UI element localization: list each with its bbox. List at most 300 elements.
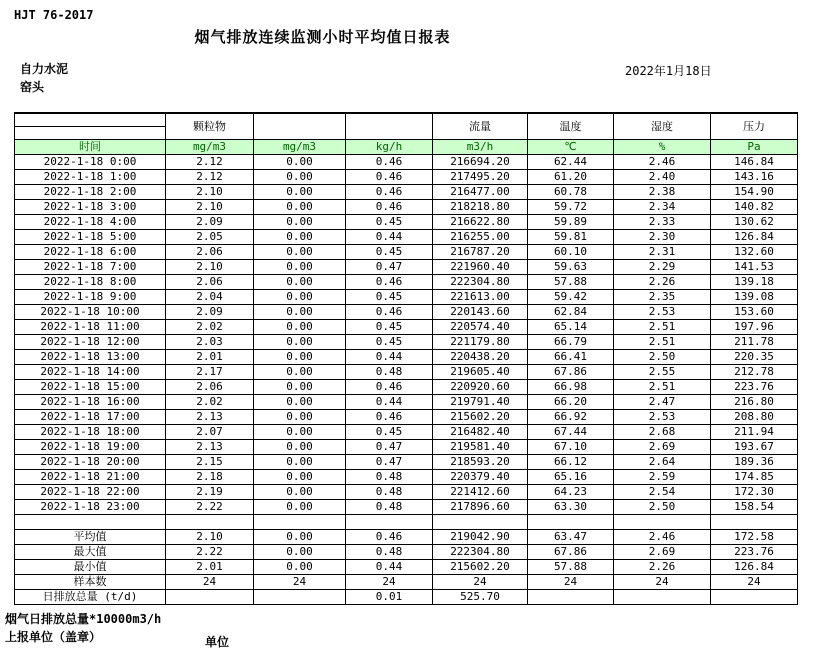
value-cell: 0.00 <box>254 485 346 500</box>
value-cell: 2.46 <box>614 530 711 545</box>
value-cell: 0.00 <box>254 230 346 245</box>
value-cell: 219605.40 <box>433 365 528 380</box>
time-cell: 2022-1-18 9:00 <box>15 290 166 305</box>
value-cell: 67.10 <box>528 440 614 455</box>
value-cell: 66.79 <box>528 335 614 350</box>
value-cell: 219581.40 <box>433 440 528 455</box>
unit-cell: mg/m3 <box>254 140 346 155</box>
table-row <box>15 200 798 215</box>
value-cell: 216255.00 <box>433 230 528 245</box>
value-cell: 24 <box>528 575 614 590</box>
time-cell: 2022-1-18 16:00 <box>15 395 166 410</box>
value-cell: 59.42 <box>528 290 614 305</box>
value-cell: 0.00 <box>254 470 346 485</box>
value-cell: 2.64 <box>614 455 711 470</box>
table-row <box>15 365 798 380</box>
value-cell: 24 <box>433 575 528 590</box>
value-cell: 219042.90 <box>433 530 528 545</box>
value-cell: 221412.60 <box>433 485 528 500</box>
value-cell: 2.26 <box>614 275 711 290</box>
report-date: 2022年1月18日 <box>625 64 712 78</box>
page-title: 烟气排放连续监测小时平均值日报表 <box>194 28 451 46</box>
value-cell: 61.20 <box>528 170 614 185</box>
value-cell: 2.07 <box>166 425 254 440</box>
value-cell: 63.47 <box>528 530 614 545</box>
value-cell: 2.06 <box>166 380 254 395</box>
value-cell: 2.10 <box>166 530 254 545</box>
value-cell: 2.02 <box>166 320 254 335</box>
value-cell: 0.44 <box>346 230 433 245</box>
value-cell: 0.46 <box>346 305 433 320</box>
value-cell <box>711 515 798 530</box>
time-cell: 2022-1-18 13:00 <box>15 350 166 365</box>
value-cell: 0.00 <box>254 350 346 365</box>
summary-label-cell: 日排放总量 (t/d) <box>15 590 166 605</box>
value-cell: 2.18 <box>166 470 254 485</box>
group-header-cell <box>346 113 433 140</box>
value-cell: 0.00 <box>254 380 346 395</box>
summary-label-cell: 样本数 <box>15 575 166 590</box>
value-cell: 0.00 <box>254 320 346 335</box>
value-cell: 2.35 <box>614 290 711 305</box>
table-row <box>15 395 798 410</box>
summary-row <box>15 530 798 545</box>
table-row <box>15 185 798 200</box>
table-row <box>15 335 798 350</box>
value-cell: 0.48 <box>346 485 433 500</box>
value-cell: 0.48 <box>346 470 433 485</box>
value-cell <box>711 590 798 605</box>
value-cell: 0.46 <box>346 185 433 200</box>
value-cell: 0.48 <box>346 545 433 560</box>
value-cell: 2.05 <box>166 230 254 245</box>
time-cell: 2022-1-18 7:00 <box>15 260 166 275</box>
value-cell: 0.00 <box>254 200 346 215</box>
summary-row <box>15 545 798 560</box>
value-cell: 0.00 <box>254 530 346 545</box>
value-cell: 219791.40 <box>433 395 528 410</box>
value-cell: 2.12 <box>166 155 254 170</box>
time-cell: 2022-1-18 8:00 <box>15 275 166 290</box>
group-header-cell <box>254 113 346 140</box>
footer-report-unit: 上报单位（盖章） <box>5 630 102 644</box>
value-cell: 67.86 <box>528 365 614 380</box>
value-cell: 2.53 <box>614 305 711 320</box>
value-cell: 0.46 <box>346 200 433 215</box>
value-cell: 66.41 <box>528 350 614 365</box>
table-row <box>15 380 798 395</box>
time-cell: 2022-1-18 3:00 <box>15 200 166 215</box>
table-row <box>15 350 798 365</box>
table-row <box>15 410 798 425</box>
value-cell: 220920.60 <box>433 380 528 395</box>
value-cell: 130.62 <box>711 215 798 230</box>
value-cell: 139.08 <box>711 290 798 305</box>
value-cell: 2.04 <box>166 290 254 305</box>
value-cell: 212.78 <box>711 365 798 380</box>
value-cell: 2.09 <box>166 305 254 320</box>
corner-cell-bottom <box>15 127 166 140</box>
time-cell: 2022-1-18 15:00 <box>15 380 166 395</box>
table-row <box>15 305 798 320</box>
value-cell: 0.00 <box>254 155 346 170</box>
value-cell: 0.00 <box>254 425 346 440</box>
table-row <box>15 290 798 305</box>
value-cell: 2.31 <box>614 245 711 260</box>
table-row <box>15 485 798 500</box>
value-cell: 0.46 <box>346 155 433 170</box>
value-cell <box>254 515 346 530</box>
value-cell <box>346 515 433 530</box>
value-cell: 66.92 <box>528 410 614 425</box>
value-cell: 0.00 <box>254 305 346 320</box>
value-cell: 0.00 <box>254 365 346 380</box>
value-cell: 132.60 <box>711 245 798 260</box>
value-cell: 0.00 <box>254 290 346 305</box>
value-cell: 0.45 <box>346 245 433 260</box>
value-cell: 146.84 <box>711 155 798 170</box>
value-cell: 216482.40 <box>433 425 528 440</box>
time-cell: 2022-1-18 18:00 <box>15 425 166 440</box>
value-cell: 154.90 <box>711 185 798 200</box>
value-cell: 0.46 <box>346 170 433 185</box>
value-cell: 216477.00 <box>433 185 528 200</box>
value-cell: 2.01 <box>166 560 254 575</box>
value-cell: 2.34 <box>614 200 711 215</box>
value-cell: 2.10 <box>166 185 254 200</box>
group-header-row <box>15 113 798 127</box>
summary-label-cell: 最小值 <box>15 560 166 575</box>
value-cell: 0.46 <box>346 530 433 545</box>
value-cell: 0.44 <box>346 560 433 575</box>
value-cell: 0.45 <box>346 335 433 350</box>
value-cell: 220438.20 <box>433 350 528 365</box>
table-row <box>15 215 798 230</box>
value-cell: 2.06 <box>166 275 254 290</box>
value-cell: 221960.40 <box>433 260 528 275</box>
value-cell: 0.48 <box>346 365 433 380</box>
value-cell: 0.00 <box>254 215 346 230</box>
value-cell: 2.69 <box>614 545 711 560</box>
value-cell: 60.78 <box>528 185 614 200</box>
value-cell: 59.63 <box>528 260 614 275</box>
value-cell: 220.35 <box>711 350 798 365</box>
value-cell: 126.84 <box>711 230 798 245</box>
table-row <box>15 245 798 260</box>
value-cell: 59.72 <box>528 200 614 215</box>
value-cell: 0.45 <box>346 320 433 335</box>
value-cell: 2.54 <box>614 485 711 500</box>
spacer-row <box>15 515 798 530</box>
value-cell: 67.44 <box>528 425 614 440</box>
value-cell: 525.70 <box>433 590 528 605</box>
footer-unit-label: 单位 <box>205 635 230 649</box>
value-cell: 0.00 <box>254 335 346 350</box>
value-cell: 0.00 <box>254 455 346 470</box>
value-cell: 2.12 <box>166 170 254 185</box>
station-name: 窑头 <box>20 80 45 94</box>
value-cell: 2.10 <box>166 200 254 215</box>
value-cell: 220574.40 <box>433 320 528 335</box>
value-cell: 0.00 <box>254 545 346 560</box>
group-header-cell: 湿度 <box>614 113 711 140</box>
unit-header-row <box>15 140 798 155</box>
value-cell: 24 <box>346 575 433 590</box>
value-cell: 67.86 <box>528 545 614 560</box>
value-cell: 197.96 <box>711 320 798 335</box>
value-cell: 0.00 <box>254 500 346 515</box>
value-cell: 2.22 <box>166 545 254 560</box>
value-cell <box>166 590 254 605</box>
value-cell <box>614 590 711 605</box>
value-cell: 2.46 <box>614 155 711 170</box>
value-cell: 24 <box>254 575 346 590</box>
summary-row <box>15 590 798 605</box>
table-row <box>15 455 798 470</box>
value-cell: 2.40 <box>614 170 711 185</box>
value-cell: 65.14 <box>528 320 614 335</box>
standard-code: HJT 76-2017 <box>14 8 94 22</box>
table-row <box>15 470 798 485</box>
table-row <box>15 155 798 170</box>
value-cell: 174.85 <box>711 470 798 485</box>
unit-cell: kg/h <box>346 140 433 155</box>
value-cell: 57.88 <box>528 560 614 575</box>
time-cell: 2022-1-18 10:00 <box>15 305 166 320</box>
value-cell: 0.00 <box>254 260 346 275</box>
value-cell: 217896.60 <box>433 500 528 515</box>
time-cell: 2022-1-18 0:00 <box>15 155 166 170</box>
value-cell: 2.09 <box>166 215 254 230</box>
value-cell: 126.84 <box>711 560 798 575</box>
value-cell: 172.58 <box>711 530 798 545</box>
value-cell: 141.53 <box>711 260 798 275</box>
value-cell: 2.59 <box>614 470 711 485</box>
value-cell: 0.00 <box>254 410 346 425</box>
value-cell: 2.03 <box>166 335 254 350</box>
table-row <box>15 500 798 515</box>
value-cell: 0.00 <box>254 170 346 185</box>
spacer-cell <box>15 515 166 530</box>
summary-label-cell: 平均值 <box>15 530 166 545</box>
value-cell: 2.55 <box>614 365 711 380</box>
table-row <box>15 425 798 440</box>
value-cell: 2.30 <box>614 230 711 245</box>
time-cell: 2022-1-18 22:00 <box>15 485 166 500</box>
value-cell: 223.76 <box>711 380 798 395</box>
value-cell: 2.10 <box>166 260 254 275</box>
summary-row <box>15 575 798 590</box>
table-row <box>15 275 798 290</box>
value-cell: 2.53 <box>614 410 711 425</box>
value-cell: 153.60 <box>711 305 798 320</box>
value-cell: 0.45 <box>346 425 433 440</box>
value-cell: 211.94 <box>711 425 798 440</box>
value-cell <box>614 515 711 530</box>
table-row <box>15 260 798 275</box>
value-cell: 222304.80 <box>433 275 528 290</box>
value-cell: 158.54 <box>711 500 798 515</box>
group-header-cell: 温度 <box>528 113 614 140</box>
value-cell: 216787.20 <box>433 245 528 260</box>
value-cell: 0.44 <box>346 350 433 365</box>
value-cell: 215602.20 <box>433 560 528 575</box>
value-cell: 223.76 <box>711 545 798 560</box>
value-cell: 0.00 <box>254 245 346 260</box>
value-cell: 57.88 <box>528 275 614 290</box>
value-cell: 59.81 <box>528 230 614 245</box>
value-cell: 0.46 <box>346 275 433 290</box>
time-cell: 2022-1-18 14:00 <box>15 365 166 380</box>
value-cell: 66.98 <box>528 380 614 395</box>
value-cell: 0.45 <box>346 290 433 305</box>
value-cell: 64.23 <box>528 485 614 500</box>
time-cell: 2022-1-18 5:00 <box>15 230 166 245</box>
time-cell: 2022-1-18 20:00 <box>15 455 166 470</box>
time-cell: 2022-1-18 12:00 <box>15 335 166 350</box>
time-cell: 2022-1-18 6:00 <box>15 245 166 260</box>
value-cell: 172.30 <box>711 485 798 500</box>
value-cell: 211.78 <box>711 335 798 350</box>
value-cell: 65.16 <box>528 470 614 485</box>
value-cell: 0.00 <box>254 275 346 290</box>
value-cell: 208.80 <box>711 410 798 425</box>
value-cell: 0.48 <box>346 500 433 515</box>
value-cell: 2.69 <box>614 440 711 455</box>
value-cell: 218593.20 <box>433 455 528 470</box>
unit-cell: ℃ <box>528 140 614 155</box>
value-cell: 2.68 <box>614 425 711 440</box>
value-cell: 2.47 <box>614 395 711 410</box>
value-cell: 2.51 <box>614 320 711 335</box>
unit-cell: m3/h <box>433 140 528 155</box>
value-cell: 2.17 <box>166 365 254 380</box>
value-cell: 193.67 <box>711 440 798 455</box>
value-cell: 2.26 <box>614 560 711 575</box>
value-cell: 2.22 <box>166 500 254 515</box>
value-cell: 62.44 <box>528 155 614 170</box>
unit-cell: Pa <box>711 140 798 155</box>
value-cell: 0.00 <box>254 440 346 455</box>
value-cell: 0.46 <box>346 410 433 425</box>
value-cell: 220143.60 <box>433 305 528 320</box>
value-cell: 0.47 <box>346 455 433 470</box>
value-cell: 66.12 <box>528 455 614 470</box>
value-cell: 2.13 <box>166 410 254 425</box>
table-row <box>15 170 798 185</box>
value-cell: 63.30 <box>528 500 614 515</box>
value-cell <box>433 515 528 530</box>
value-cell <box>528 515 614 530</box>
value-cell: 2.15 <box>166 455 254 470</box>
value-cell: 62.84 <box>528 305 614 320</box>
time-cell: 2022-1-18 17:00 <box>15 410 166 425</box>
value-cell: 2.33 <box>614 215 711 230</box>
value-cell: 216.80 <box>711 395 798 410</box>
value-cell: 2.51 <box>614 380 711 395</box>
value-cell: 222304.80 <box>433 545 528 560</box>
time-cell: 2022-1-18 4:00 <box>15 215 166 230</box>
value-cell: 139.18 <box>711 275 798 290</box>
value-cell: 0.44 <box>346 395 433 410</box>
value-cell: 221179.80 <box>433 335 528 350</box>
table-row <box>15 230 798 245</box>
summary-row <box>15 560 798 575</box>
value-cell: 2.29 <box>614 260 711 275</box>
report-table <box>14 112 798 605</box>
time-cell: 2022-1-18 1:00 <box>15 170 166 185</box>
value-cell: 217495.20 <box>433 170 528 185</box>
footer-note: 烟气日排放总量*10000m3/h <box>5 612 162 626</box>
value-cell: 2.50 <box>614 500 711 515</box>
group-header-cell: 压力 <box>711 113 798 140</box>
value-cell: 60.10 <box>528 245 614 260</box>
value-cell <box>254 590 346 605</box>
value-cell: 215602.20 <box>433 410 528 425</box>
value-cell: 2.19 <box>166 485 254 500</box>
value-cell: 24 <box>166 575 254 590</box>
unit-cell: mg/m3 <box>166 140 254 155</box>
value-cell: 59.89 <box>528 215 614 230</box>
table-row <box>15 320 798 335</box>
value-cell: 221613.00 <box>433 290 528 305</box>
value-cell: 143.16 <box>711 170 798 185</box>
value-cell: 0.47 <box>346 440 433 455</box>
time-cell: 2022-1-18 23:00 <box>15 500 166 515</box>
value-cell: 2.50 <box>614 350 711 365</box>
value-cell: 220379.40 <box>433 470 528 485</box>
report-table-wrapper <box>14 112 798 605</box>
value-cell: 0.47 <box>346 260 433 275</box>
value-cell: 216622.80 <box>433 215 528 230</box>
value-cell: 2.38 <box>614 185 711 200</box>
value-cell: 0.01 <box>346 590 433 605</box>
value-cell: 2.51 <box>614 335 711 350</box>
time-cell: 2022-1-18 19:00 <box>15 440 166 455</box>
corner-cell-top <box>15 113 166 127</box>
value-cell: 0.00 <box>254 185 346 200</box>
value-cell: 0.45 <box>346 215 433 230</box>
value-cell: 189.36 <box>711 455 798 470</box>
value-cell: 0.46 <box>346 380 433 395</box>
time-cell: 2022-1-18 21:00 <box>15 470 166 485</box>
time-cell: 2022-1-18 11:00 <box>15 320 166 335</box>
value-cell: 140.82 <box>711 200 798 215</box>
value-cell: 2.13 <box>166 440 254 455</box>
value-cell <box>166 515 254 530</box>
company-name: 自力水泥 <box>20 62 69 76</box>
value-cell: 2.01 <box>166 350 254 365</box>
group-header-cell: 颗粒物 <box>166 113 254 140</box>
value-cell: 2.02 <box>166 395 254 410</box>
data-rows <box>15 155 798 605</box>
value-cell: 0.00 <box>254 560 346 575</box>
summary-label-cell: 最大值 <box>15 545 166 560</box>
value-cell: 216694.20 <box>433 155 528 170</box>
value-cell: 0.00 <box>254 395 346 410</box>
group-header-cell: 流量 <box>433 113 528 140</box>
time-header-cell: 时间 <box>15 140 166 155</box>
unit-cell: % <box>614 140 711 155</box>
value-cell <box>528 590 614 605</box>
time-cell: 2022-1-18 2:00 <box>15 185 166 200</box>
value-cell: 66.20 <box>528 395 614 410</box>
table-row <box>15 440 798 455</box>
value-cell: 24 <box>614 575 711 590</box>
value-cell: 24 <box>711 575 798 590</box>
value-cell: 2.06 <box>166 245 254 260</box>
value-cell: 218218.80 <box>433 200 528 215</box>
